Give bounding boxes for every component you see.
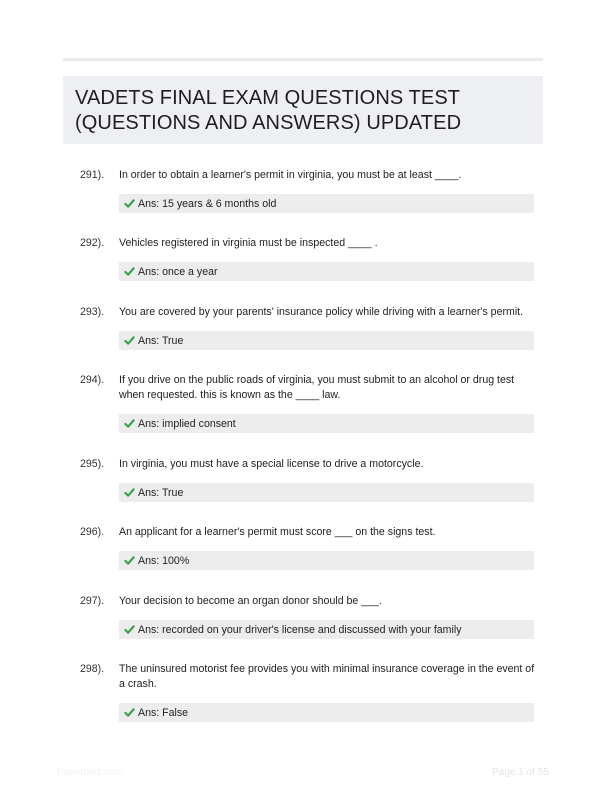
answer-text: Ans: True bbox=[138, 334, 184, 347]
answer-box bbox=[119, 551, 534, 570]
question-number: 296). bbox=[80, 526, 105, 538]
check-icon bbox=[124, 335, 135, 346]
question-text: Vehicles registered in virginia must be inspected ____ . bbox=[119, 237, 378, 249]
answer-box bbox=[119, 703, 534, 722]
question-item bbox=[80, 662, 540, 722]
question-number: 298). bbox=[80, 663, 105, 675]
check-icon bbox=[124, 418, 135, 429]
answer-text: Ans: once a year bbox=[138, 265, 218, 278]
answer-box bbox=[119, 331, 534, 350]
question-item bbox=[80, 525, 540, 570]
footer-site-watermark: Paperblitz.com bbox=[57, 767, 124, 778]
question-text: Your decision to become an organ donor should be ___. bbox=[119, 595, 382, 607]
check-icon bbox=[124, 198, 135, 209]
answer-text: Ans: False bbox=[138, 706, 189, 719]
check-icon bbox=[124, 707, 135, 718]
question-text: In order to obtain a learner's permit in virginia, you must be at least ____. bbox=[119, 169, 462, 181]
check-icon bbox=[124, 555, 135, 566]
question-number: 293). bbox=[80, 306, 105, 318]
answer-box bbox=[119, 262, 534, 281]
title-line-2: (QUESTIONS AND ANSWERS) UPDATED bbox=[75, 112, 462, 134]
title-banner bbox=[63, 76, 543, 144]
answer-box bbox=[119, 414, 534, 433]
question-number: 297). bbox=[80, 595, 105, 607]
question-text: In virginia, you must have a special license to drive a motorcycle. bbox=[119, 458, 424, 470]
check-icon bbox=[124, 487, 135, 498]
footer-page-number: Page 1 of 55 bbox=[492, 767, 549, 778]
question-number: 295). bbox=[80, 458, 105, 470]
question-text: You are covered by your parents' insurance policy while driving with a learner's permit. bbox=[119, 306, 524, 318]
answer-box bbox=[119, 194, 534, 213]
title-line-1: VADETS FINAL EXAM QUESTIONS TEST bbox=[75, 87, 461, 109]
check-icon bbox=[124, 624, 135, 635]
question-text: If you drive on the public roads of virginia, you must submit to an alcohol or drug test when requested. this is known as the ____ law. bbox=[119, 374, 515, 401]
question-item bbox=[80, 457, 540, 502]
check-icon bbox=[124, 266, 135, 277]
answer-text: Ans: 15 years & 6 months old bbox=[138, 197, 277, 210]
question-item bbox=[80, 373, 540, 433]
question-item bbox=[80, 594, 540, 639]
answer-text: Ans: 100% bbox=[138, 554, 190, 567]
question-number: 292). bbox=[80, 237, 105, 249]
top-divider bbox=[63, 58, 543, 61]
document-title bbox=[75, 86, 533, 136]
question-item bbox=[80, 236, 540, 281]
question-text: The uninsured motorist fee provides you with minimal insurance coverage in the event of a crash. bbox=[119, 663, 535, 690]
question-text: An applicant for a learner's permit must score ___ on the signs test. bbox=[119, 526, 436, 538]
answer-box bbox=[119, 483, 534, 502]
answer-text: Ans: True bbox=[138, 486, 184, 499]
answer-box bbox=[119, 620, 534, 639]
question-number: 294). bbox=[80, 374, 105, 386]
question-item bbox=[80, 168, 540, 213]
answer-text: Ans: recorded on your driver's license and discussed with your family bbox=[138, 623, 462, 636]
answer-text: Ans: implied consent bbox=[138, 417, 236, 430]
question-item bbox=[80, 305, 540, 350]
question-number: 291). bbox=[80, 169, 105, 181]
